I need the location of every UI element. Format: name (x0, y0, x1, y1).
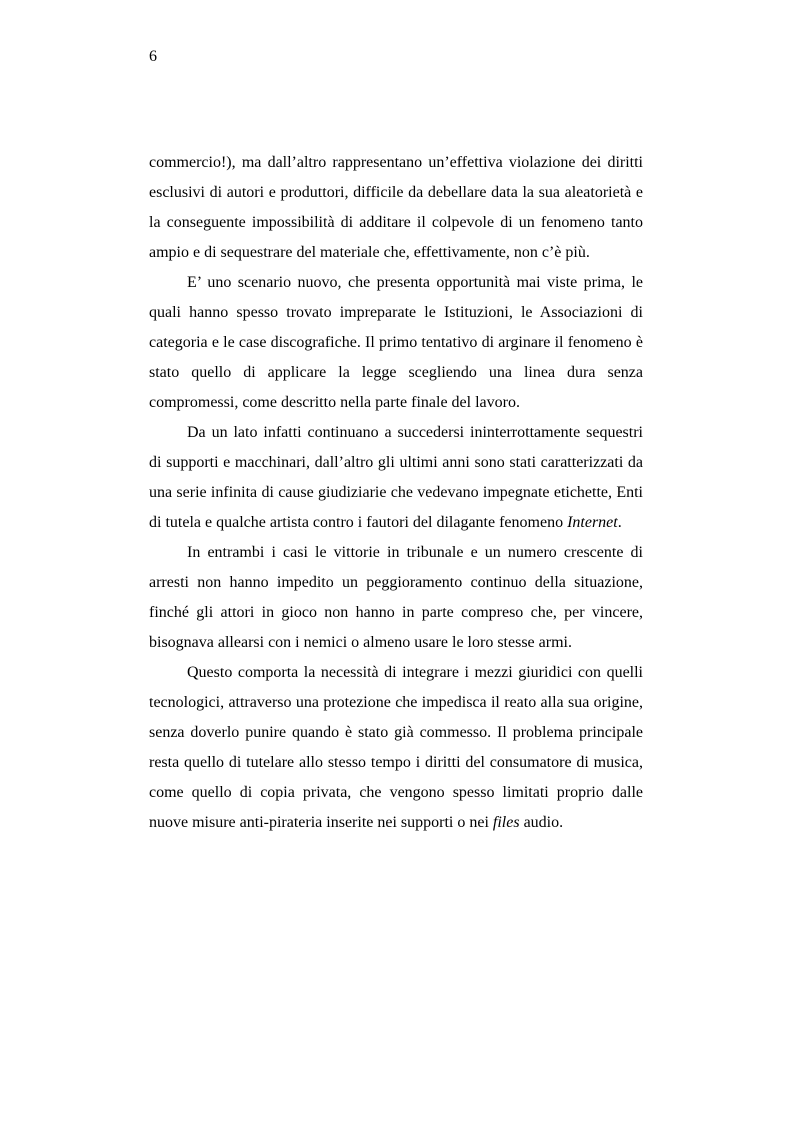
paragraph-sequestri-end: . (617, 514, 622, 531)
body-text (149, 148, 643, 838)
italic-term-internet: Internet (567, 514, 618, 531)
paragraph-sequestri-text: Da un lato infatti continuano a succedersi ininterrottamente sequestri di supporti e macchinari, dall’altro gli ultimi anni sono stati caratterizzati da una serie infinita di cause giudiziarie che vedevano impegnate etichette, Enti di tutela e qualche artista contro i fautori del dilagante fenomeno (149, 424, 643, 531)
paragraph-mezzi-end: audio. (519, 814, 564, 831)
paragraph-scenario: E’ uno scenario nuovo, che presenta opportunità mai viste prima, le quali hanno spesso trovato impreparate le Istituzioni, le Associazioni di categoria e le case discografiche. Il primo tentativo di arginare il fenomeno è stato quello di applicare la legge scegliendo una linea dura senza compromessi, come descritto nella parte finale del lavoro. (149, 274, 643, 411)
italic-term-files: files (492, 814, 520, 831)
paragraph-mezzi-giuridici (149, 658, 643, 838)
page-number: 6 (149, 48, 157, 65)
paragraph-tribunale: In entrambi i casi le vittorie in tribunale e un numero crescente di arresti non hanno impedito un peggioramento continuo della situazione, finché gli attori in gioco non hanno in parte compreso che, per vincere, bisognava allearsi con i nemici o almeno usare le loro stesse armi. (149, 544, 643, 651)
paragraph-continuation: commercio!), ma dall’altro rappresentano un’effettiva violazione dei diritti esclusivi di autori e produttori, difficile da debellare data la sua aleatorietà e la conseguente impossibilità di additare il colpevole di un fenomeno tanto ampio e di sequestrare del materiale che, effettivamente, non c’è più. (149, 154, 643, 261)
paragraph-sequestri (149, 418, 643, 538)
paragraph-mezzi-text: Questo comporta la necessità di integrare i mezzi giuridici con quelli tecnologici, attraverso una protezione che impedisca il reato alla sua origine, senza doverlo punire quando è stato già commesso. Il problema principale resta quello di tutelare allo stesso tempo i diritti del consumatore di musica, come quello di copia privata, che vengono spesso limitati proprio dalle nuove misure anti-pirateria inserite nei supporti o nei (149, 664, 643, 831)
